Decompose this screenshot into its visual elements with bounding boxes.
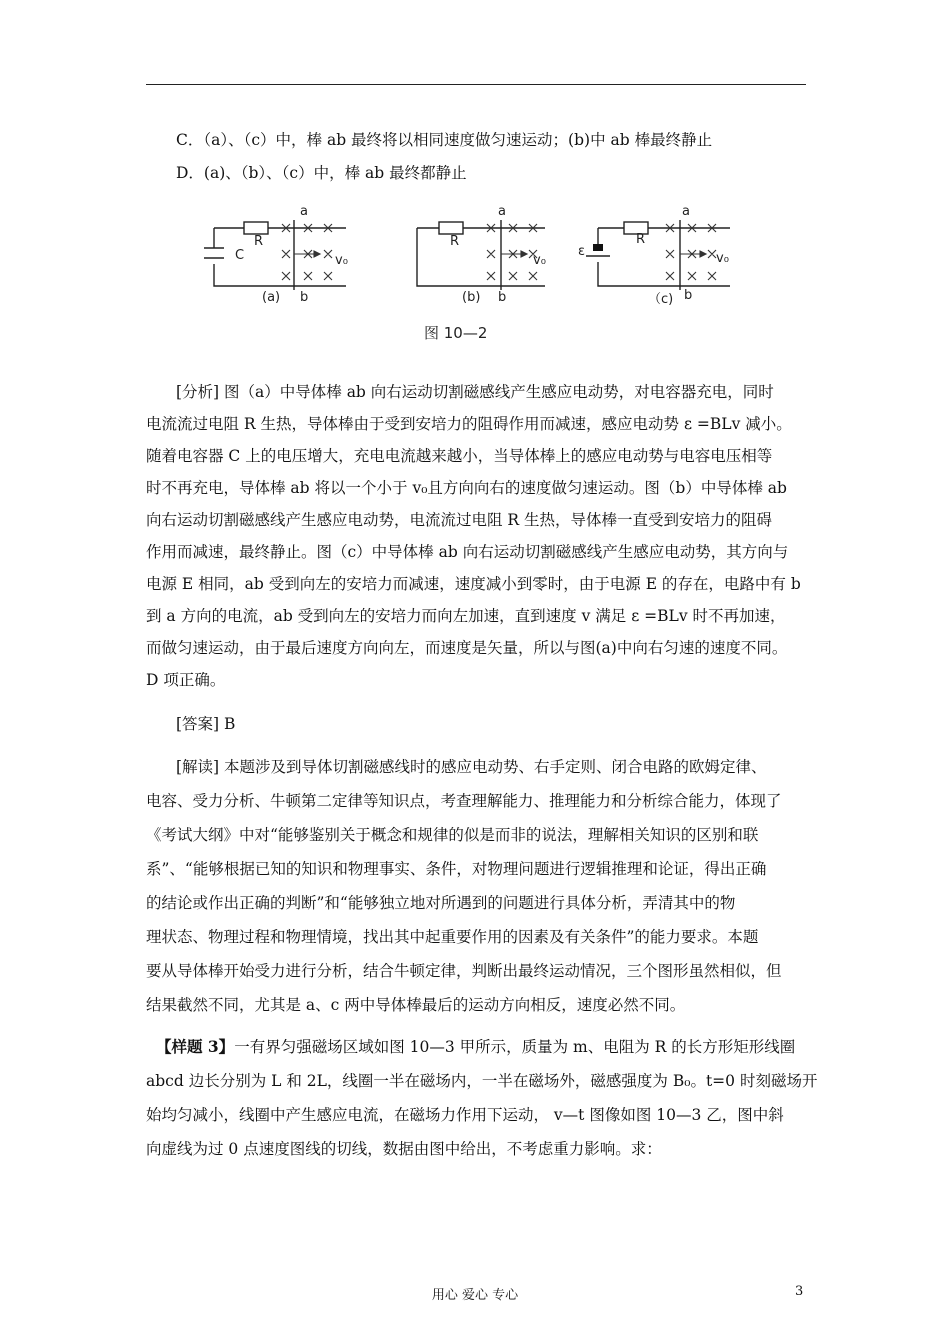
analysis-line: 而做匀速运动，由于最后速度方向向左，而速度是矢量，所以与图(a)中向右匀速的速度不同。 [146,639,788,657]
node-a-label-a: a [300,204,308,219]
resistor-label-c: R [636,232,646,247]
capacitor-label: C [235,248,245,263]
analysis-line: 到 a 方向的电流，ab 受到向左的安培力而向左加速，直到速度 v 满足 ε =BLv 时不再加速， [146,607,786,625]
analysis-line: 时不再充电，导体棒 ab 将以一个小于 v₀且方向向右的速度做匀速运动。图（b）中导体棒 ab [146,479,787,497]
example-line: abcd 边长分别为 L 和 2L，线圈一半在磁场内，一半在磁场外，磁感强度为 B₀。t=0 时刻磁场开 [146,1072,818,1090]
analysis-line: [分析] 图（a）中导体棒 ab 向右运动切割磁感线产生感应电动势，对电容器充电，同时 [176,383,774,401]
interpretation-line: [解读] 本题涉及到导体切割磁感线时的感应电动势、右手定则、闭合电路的欧姆定律、 [176,758,767,776]
velocity-label-b: v₀ [533,253,546,268]
interpretation-line: 结果截然不同，尤其是 a、c 两中导体棒最后的运动方向相反，速度必然不同。 [146,996,686,1014]
answer-line: [答案] B [176,715,236,733]
page-number: 3 [795,1284,804,1299]
analysis-line: 向右运动切割磁感线产生感应电动势，电流流过电阻 R 生热，导体棒一直受到安培力的阻碍 [146,511,773,529]
example-line: 向虚线为过 0 点速度图线的切线，数据由图中给出，不考虑重力影响。求： [146,1140,662,1158]
velocity-label-a: v₀ [335,253,348,268]
example-line-first [156,1035,795,1057]
panel-c-label: （c) [648,292,674,307]
node-a-label-b: a [498,204,506,219]
analysis-line: 电流流过电阻 R 生热，导体棒由于受到安培力的阻碍作用而减速，感应电动势 ε =BLv 减小。 [146,415,792,433]
interpretation-line: 的结论或作出正确的判断”和“能够独立地对所遇到的问题进行具体分析，弄清其中的物 [146,894,736,912]
option-d: D．(a)、（b）、（c）中，棒 ab 最终都静止 [176,164,467,182]
example-line: 始均匀减小，线圈中产生感应电流，在磁场力作用下运动， v—t 图像如图 10—3 乙，图中斜 [146,1106,784,1124]
header-rule [146,84,806,85]
interpretation-line: 理状态、物理过程和物理情境，找出其中起重要作用的因素及有关条件”的能力要求。本题 [146,928,759,946]
example-text: 一有界匀强磁场区域如图 10—3 甲所示，质量为 m、电阻为 R 的长方形矩形线圈 [234,1038,796,1056]
figure-caption: 图 10—2 [424,324,488,342]
analysis-line: 作用而减速，最终静止。图（c）中导体棒 ab 向右运动切割磁感线产生感应电动势，其方向与 [146,543,789,561]
interpretation-line: 电容、受力分析、牛顿第二定律等知识点，考查理解能力、推理能力和分析综合能力，体现了 [146,792,782,810]
emf-label: ε [578,244,586,259]
interpretation-line: 系”、“能够根据已知的知识和物理事实、条件，对物理问题进行逻辑推理和论证，得出正确 [146,860,767,878]
example-tag: 【样题 3】 [156,1037,235,1056]
node-b-label-b: b [498,290,507,305]
panel-a-label: (a) [262,290,281,305]
analysis-line: 电源 E 相同，ab 受到向左的安培力而减速，速度减小到零时，由于电源 E 的存在，电路中有 b [146,575,801,593]
option-c: C．（a）、（c）中，棒 ab 最终将以相同速度做匀速运动；(b)中 ab 棒最终静止 [176,131,713,149]
node-b-label-c: b [684,288,693,303]
velocity-label-c: v₀ [716,251,729,266]
interpretation-line: 要从导体棒开始受力进行分析，结合牛顿定律，判断出最终运动情况，三个图形虽然相似，但 [146,962,782,980]
analysis-line: 随着电容器 C 上的电压增大，充电电流越来越小，当导体棒上的感应电动势与电容电压相等 [146,447,773,465]
resistor-label-b: R [450,234,460,249]
interpretation-line: 《考试大纲》中对“能够鉴别关于概念和规律的似是而非的说法，理解相关知识的区别和联 [146,826,759,844]
footer-motto: 用心 爱心 专心 [431,1288,519,1303]
analysis-line: D 项正确。 [146,671,226,689]
panel-b-label: (b) [462,290,481,305]
node-a-label-c: a [682,204,690,219]
node-b-label-a: b [300,290,309,305]
resistor-label-a: R [254,234,264,249]
